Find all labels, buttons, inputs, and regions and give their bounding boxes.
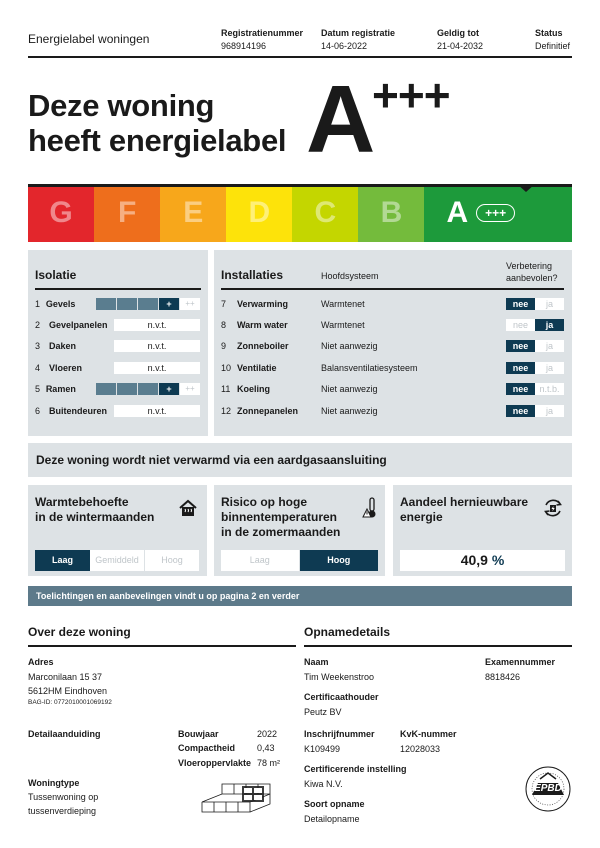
advice-header [506,260,558,284]
advice-no: nee [506,298,535,310]
risico-title-line-1: Risico op hoge [221,495,308,509]
hernieuwbaar-title [400,495,528,525]
advice-header-line-2: aanbevolen? [506,273,558,283]
compactheid-label: Compactheid [178,743,236,753]
energy-class-e [160,184,226,242]
valid-until-value: 21-04-2032 [437,41,484,51]
grade-cell [117,298,138,310]
vloeroppervlakte-label: Vloeroppervlakte [178,758,252,768]
energy-class-b [358,184,424,242]
thermometer-warning-icon [362,497,378,519]
row-name: Gevels [45,298,76,309]
registration-date [321,27,395,53]
status-label: Status [535,28,563,38]
row-number: 11 [221,384,231,395]
inschrijfnummer-label: Inschrijfnummer [304,729,375,739]
not-applicable: n.v.t. [114,340,200,352]
row-number: 5 [35,384,41,395]
grade-cell [138,383,159,395]
certificaathouder-label: Certificaathouder [304,692,379,702]
not-applicable: n.v.t. [114,405,200,417]
naam-label: Naam [304,657,329,667]
row-name: Zonnepanelen [237,405,299,416]
toelichting-banner [28,586,572,606]
installatie-row [221,400,564,421]
renewable-share-unit: % [491,552,505,568]
hoofdsysteem-header: Hoofdsysteem [321,271,379,281]
epbd-logo [524,765,572,813]
energy-class-g [28,184,94,242]
energy-class-letter: A [446,196,469,229]
adres-line-2: 5612HM Eindhoven [28,686,108,696]
renewable-share-number: 40,9 [460,552,488,568]
toelichting-text: Toelichtingen en aanbevelingen vindt u op pagina 2 en verder [36,591,300,601]
scale-option-laag: Laag [35,550,90,571]
advice-yes: ja [535,319,564,331]
kvk-value: 12028033 [400,744,441,754]
advice-yes: ja [535,405,564,417]
grade-cell [117,383,138,395]
isolatie-divider [35,288,201,290]
advice-no: nee [506,340,535,352]
advice-no: nee [506,319,535,331]
risico-title-line-3: in de zomermaanden [221,525,341,539]
advice-no: nee [506,383,535,395]
row-number: 8 [221,320,227,331]
energy-scale-top-border [28,184,572,187]
advice-toggle [506,319,564,331]
risico-title [221,495,340,540]
bag-id: BAG-ID: 0772010001069192 [28,699,112,706]
header-divider [28,56,572,58]
row-name: Daken [49,341,77,352]
row-number: 6 [35,405,41,416]
headline [28,88,286,158]
energy-label-letter: A [306,66,374,173]
advice-header-line-1: Verbetering [506,261,553,271]
grade-cell-rest: ++ [180,383,201,395]
inschrijfnummer-value: K109499 [304,744,341,754]
advice-no: nee [506,405,535,417]
compactheid-value: 0,43 [257,743,275,753]
isolatie-title: Isolatie [35,268,77,282]
renewable-energy-icon [542,497,564,519]
row-system: Warmtenet [321,298,365,309]
woningtype-label: Woningtype [28,778,80,788]
row-number: 12 [221,405,232,416]
advice-yes: ja [535,362,564,374]
row-name: Buitendeuren [49,405,108,416]
registration-number [221,27,303,53]
isolatie-row [35,314,201,335]
valid-until-label: Geldig tot [437,28,479,38]
installatie-row [221,336,564,357]
building-type-icon [200,780,272,814]
renewable-share-value [400,550,565,571]
risico-panel [214,485,385,576]
warmtebehoefte-scale [35,550,200,571]
valid-until [437,27,483,53]
installaties-divider [221,288,564,290]
examennummer-label: Examennummer [485,657,556,667]
adres-value [28,670,107,698]
warmtebehoefte-panel [28,485,207,576]
adres-label: Adres [28,657,54,667]
installatie-row [221,293,564,314]
kvk-label: KvK-nummer [400,729,457,739]
row-number: 2 [35,320,41,331]
grade-cell [138,298,159,310]
certificerende-instelling-value: Kiwa N.V. [304,779,343,789]
installaties-panel [214,250,572,436]
energy-class-d [226,184,292,242]
registration-number-label: Registratienummer [221,28,304,38]
warmtebehoefte-title [35,495,154,525]
isolatie-row [35,400,201,421]
gas-notice-text: Deze woning wordt niet verwarmd via een aardgasaansluiting [36,453,387,467]
installatie-row [221,357,564,378]
advice-yes: ja [535,298,564,310]
isolatie-row [35,336,201,357]
energy-class-letter: B [380,196,403,229]
risico-scale [221,550,378,571]
row-name: Zonneboiler [237,341,289,352]
not-applicable: n.v.t. [114,362,200,374]
row-name: Ramen [45,384,76,395]
scale-option-gemiddeld: Gemiddeld [90,550,145,571]
status-value: Definitief [535,41,571,51]
isolatie-panel [28,250,208,436]
hernieuwbaar-title-line-2: energie [400,510,443,524]
isolatie-list [35,293,201,421]
row-name: Verwarming [237,298,289,309]
grade-cell [96,298,117,310]
advice-toggle [506,298,564,310]
scale-option-hoog: Hoog [145,550,200,571]
advice-toggle [506,383,564,395]
row-system: Warmtenet [321,320,365,331]
advice-no: nee [506,362,535,374]
row-name: Gevelpanelen [49,320,108,331]
soort-opname-value: Detailopname [304,814,360,824]
row-system: Niet aanwezig [321,384,378,395]
warmtebehoefte-title-line-2: in de wintermaanden [35,510,155,524]
grade-cell-mark: + [159,383,180,395]
row-number: 4 [35,362,41,373]
energy-class-letter: C [314,196,337,229]
risico-title-line-2: binnentemperaturen [221,510,338,524]
gas-notice-panel [28,443,572,477]
energy-class-letter: E [183,196,204,229]
examennummer-value: 8818426 [485,672,521,682]
row-number: 3 [35,341,41,352]
row-number: 10 [221,362,232,373]
active-label-marker [517,184,535,192]
advice-yes: n.t.b. [535,383,564,395]
isolatie-row [35,293,201,314]
vloeroppervlakte-value: 78 m² [257,758,281,768]
energy-class-f [94,184,160,242]
row-system: Niet aanwezig [321,405,378,416]
insulation-grade [96,383,201,395]
naam-value: Tim Weekenstroo [304,672,375,682]
warmtebehoefte-title-line-1: Warmtebehoefte [35,495,129,509]
installatie-row [221,314,564,335]
row-system: Niet aanwezig [321,341,378,352]
advice-yes: ja [535,340,564,352]
bouwjaar-value: 2022 [257,729,278,739]
soort-opname-label: Soort opname [304,799,365,809]
headline-line-1: Deze woning [28,88,215,123]
epbd-logo-text: EPBD [534,783,562,794]
row-name: Koeling [237,384,270,395]
row-system: Balansventilatiesysteem [321,362,418,373]
energy-class-c [292,184,358,242]
row-number: 1 [35,298,41,309]
hernieuwbaar-title-line-1: Aandeel hernieuwbare [400,495,529,509]
energy-label-plus: +++ [372,69,450,121]
energy-class-letter: D [248,196,271,229]
energy-scale [28,184,572,242]
document-title: Energielabel woningen [28,32,150,46]
energy-class-letter: G [49,196,73,229]
status [535,27,570,53]
row-name: Ventilatie [237,362,277,373]
headline-line-2: heeft energielabel [28,123,287,158]
opname-section-title: Opnamedetails [304,625,391,639]
certificerende-instelling-label: Certificerende instelling [304,764,407,774]
adres-line-1: Marconilaan 15 37 [28,672,103,682]
isolatie-row [35,357,201,378]
row-number: 9 [221,341,227,352]
scale-option-laag: Laag [221,550,300,571]
woning-section-divider [28,645,296,647]
advice-toggle [506,362,564,374]
energy-class-a [424,184,572,242]
advice-toggle [506,405,564,417]
installaties-list [221,293,564,421]
energy-class-letter: F [117,196,137,229]
scale-option-hoog: Hoog [300,550,379,571]
woningtype-line-1: Tussenwoning op [28,792,99,802]
isolatie-row [35,379,201,400]
row-number: 7 [221,298,227,309]
registration-number-value: 968914196 [221,41,267,51]
detailaanduiding-label: Detailaanduiding [28,729,101,739]
installatie-row [221,379,564,400]
energy-class-plus-badge: +++ [476,204,515,222]
house-heat-icon [178,498,198,518]
advice-toggle [506,340,564,352]
woningtype-value [28,790,98,818]
grade-cell [96,383,117,395]
grade-cell-mark: + [159,298,180,310]
opname-section-divider [304,645,572,647]
row-name: Warm water [237,320,288,331]
registration-date-label: Datum registratie [321,28,396,38]
row-name: Vloeren [49,362,83,373]
installaties-title: Installaties [221,268,284,282]
registration-date-value: 14-06-2022 [321,41,368,51]
bouwjaar-label: Bouwjaar [178,729,219,739]
insulation-grade [96,298,201,310]
woning-section-title: Over deze woning [28,625,131,639]
not-applicable: n.v.t. [114,319,200,331]
grade-cell-rest: ++ [180,298,201,310]
certificaathouder-value: Peutz BV [304,707,342,717]
woningtype-line-2: tussenverdieping [28,806,97,816]
hernieuwbaar-panel [393,485,572,576]
